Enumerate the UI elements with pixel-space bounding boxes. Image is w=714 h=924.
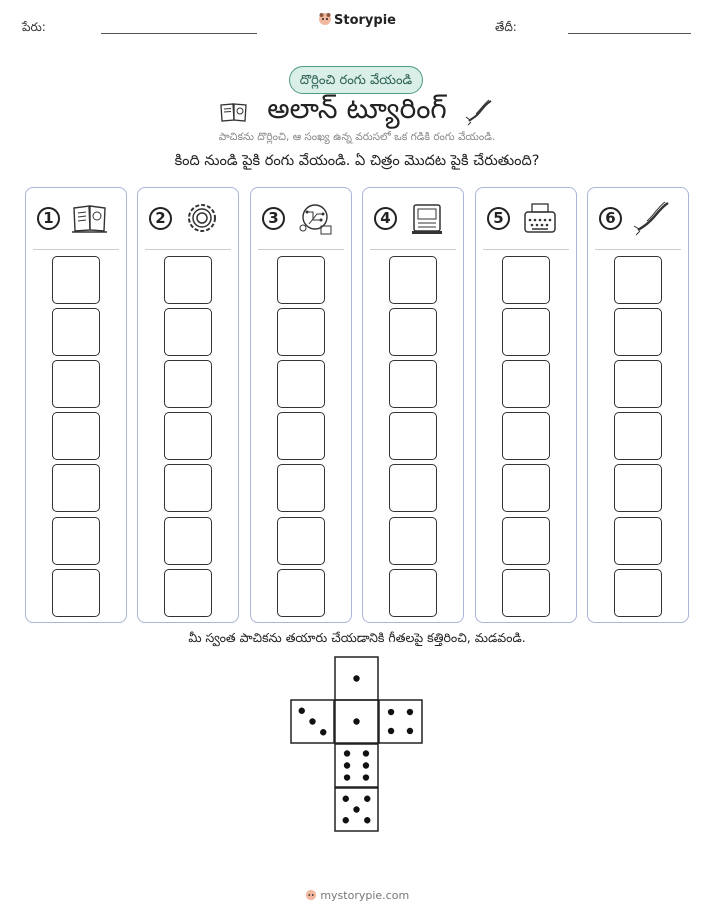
instructions: పాచికను దొర్లించి, ఆ సంఖ్య ఉన్న వరుసలో ఒక గడికి రంగు వేయండి. (218, 131, 496, 143)
color-cell[interactable] (52, 517, 100, 565)
color-cell[interactable] (52, 256, 100, 304)
computer-machine-icon (407, 200, 447, 236)
page-title: అలాన్ ట్యూరింగ్ (267, 92, 447, 125)
dice-pip (388, 709, 394, 715)
column-4 (362, 187, 464, 623)
footer (0, 889, 714, 902)
dice-pip (363, 762, 369, 768)
dice-pip (407, 709, 413, 715)
dice-pip (353, 718, 359, 724)
color-cell[interactable] (502, 517, 550, 565)
brand-name: Storypie (334, 13, 396, 28)
dice-pip (353, 675, 359, 681)
color-cell[interactable] (277, 569, 325, 617)
color-cell[interactable] (502, 464, 550, 512)
color-cell[interactable] (277, 412, 325, 460)
column-divider (145, 249, 231, 250)
column-divider (595, 249, 681, 250)
circuit-brain-icon (295, 200, 335, 236)
column-2 (137, 187, 239, 623)
color-cell[interactable] (164, 569, 212, 617)
color-cell[interactable] (614, 308, 662, 356)
dice-pip (364, 817, 370, 823)
color-cell[interactable] (502, 360, 550, 408)
column-number: 5 (487, 207, 510, 230)
dice-pip (309, 718, 315, 724)
color-cell[interactable] (277, 464, 325, 512)
dice-note: మీ స్వంత పాచికను తయారు చేయడానికి గీతలపై కత్తిరించి, మడవండి. (188, 630, 526, 645)
color-cell[interactable] (389, 517, 437, 565)
dice-pip (344, 774, 350, 780)
color-cell[interactable] (52, 360, 100, 408)
brand-logo (0, 12, 714, 28)
dice-face (335, 657, 378, 700)
dice-face (335, 788, 378, 831)
color-cell[interactable] (389, 256, 437, 304)
dice-face (379, 700, 422, 743)
column-number: 2 (149, 207, 172, 230)
color-cell[interactable] (52, 569, 100, 617)
column-divider (483, 249, 569, 250)
column-number: 6 (599, 207, 622, 230)
name-label: పేరు: (22, 20, 46, 34)
storypie-mascot-icon (318, 12, 332, 26)
color-cell[interactable] (277, 308, 325, 356)
dice-face (335, 744, 378, 787)
dice-pip (364, 796, 370, 802)
color-cell[interactable] (164, 464, 212, 512)
footer-url: mystorypie.com (320, 889, 410, 902)
color-cell[interactable] (614, 569, 662, 617)
cable-icon (632, 200, 672, 236)
column-divider (33, 249, 119, 250)
color-cell[interactable] (164, 412, 212, 460)
column-5 (475, 187, 577, 623)
color-cell[interactable] (614, 517, 662, 565)
color-cell[interactable] (277, 256, 325, 304)
column-number: 3 (262, 207, 285, 230)
color-cell[interactable] (277, 517, 325, 565)
date-line (568, 33, 691, 34)
gear-icon (182, 200, 222, 236)
date-label: తేదీ: (495, 20, 517, 34)
book-icon (70, 200, 110, 236)
color-cell[interactable] (614, 412, 662, 460)
dice-pip (343, 817, 349, 823)
color-cell[interactable] (389, 308, 437, 356)
color-cell[interactable] (164, 256, 212, 304)
color-cell[interactable] (389, 569, 437, 617)
book-icon (219, 101, 249, 123)
cable-icon (465, 98, 495, 126)
color-cell[interactable] (614, 256, 662, 304)
activity-tag: దొర్లించి రంగు వేయండి (289, 66, 423, 94)
color-cell[interactable] (502, 256, 550, 304)
column-1 (25, 187, 127, 623)
dice-face (335, 700, 378, 743)
color-cell[interactable] (389, 412, 437, 460)
dice-pip (344, 750, 350, 756)
dice-face (291, 700, 334, 743)
dice-pip (388, 728, 394, 734)
title-row (0, 92, 714, 132)
color-cell[interactable] (52, 464, 100, 512)
column-6 (587, 187, 689, 623)
storypie-mascot-icon (305, 889, 317, 901)
dice-pip (343, 796, 349, 802)
color-cell[interactable] (614, 464, 662, 512)
dice-pip (299, 708, 305, 714)
column-number: 1 (37, 207, 60, 230)
dice-pip (344, 762, 350, 768)
dice-pip (407, 728, 413, 734)
dice-pip (363, 750, 369, 756)
column-3 (250, 187, 352, 623)
color-cell[interactable] (277, 360, 325, 408)
column-number: 4 (374, 207, 397, 230)
question: కింది నుండి పైకి రంగు వేయండి. ఏ చిత్రం మొదట పైకి చేరుతుంది? (174, 153, 540, 169)
dice-pip (320, 729, 326, 735)
typewriter-icon (520, 200, 560, 236)
color-cell[interactable] (614, 360, 662, 408)
color-cell[interactable] (52, 412, 100, 460)
color-cell[interactable] (52, 308, 100, 356)
color-cell[interactable] (502, 569, 550, 617)
color-cell[interactable] (164, 360, 212, 408)
dice-pip (353, 806, 359, 812)
color-cell[interactable] (389, 464, 437, 512)
dice-pip (363, 774, 369, 780)
color-cell[interactable] (502, 308, 550, 356)
color-cell[interactable] (164, 517, 212, 565)
column-divider (258, 249, 344, 250)
color-cell[interactable] (502, 412, 550, 460)
name-line (101, 33, 257, 34)
color-cell[interactable] (164, 308, 212, 356)
color-cell[interactable] (389, 360, 437, 408)
column-divider (370, 249, 456, 250)
